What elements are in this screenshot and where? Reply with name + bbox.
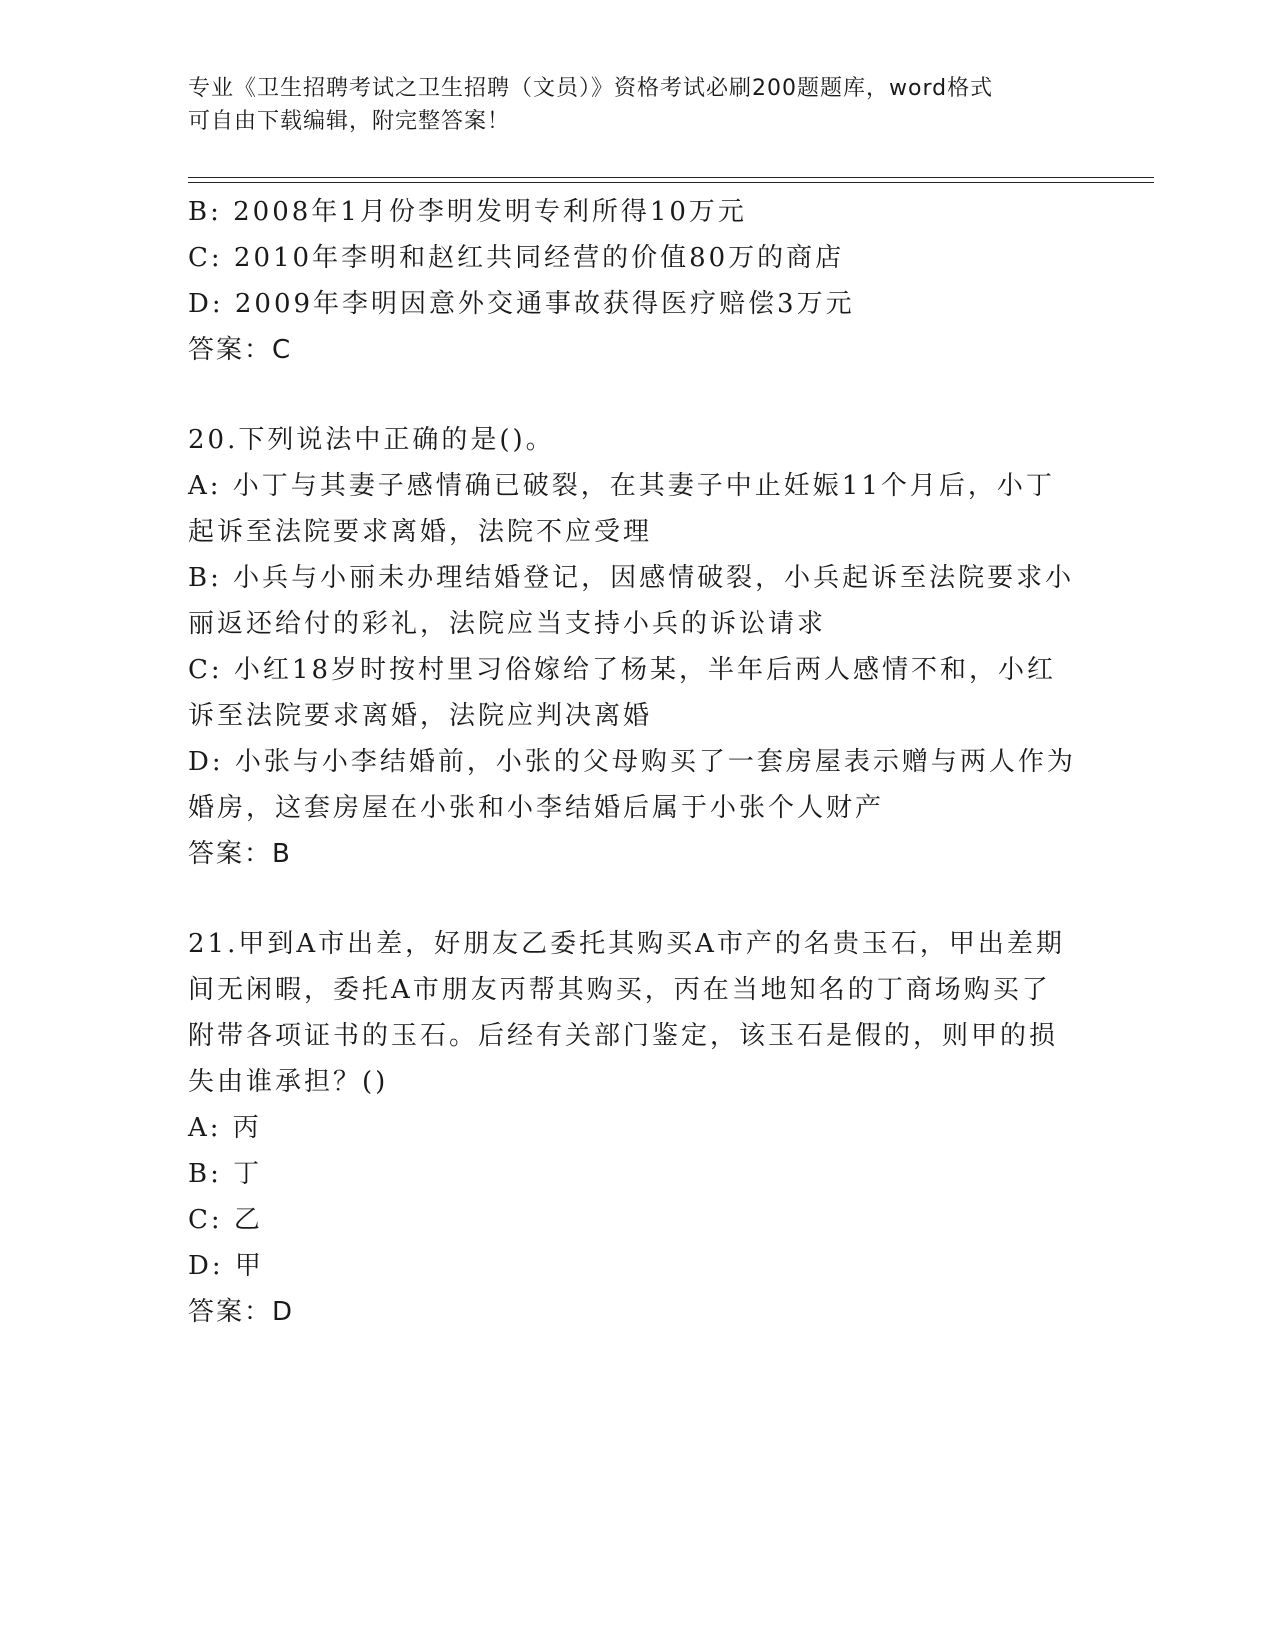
q21-question-line-3: 附带各项证书的玉石。后经有关部门鉴定，该玉石是假的，则甲的损: [188, 1021, 1059, 1051]
question-20: [188, 417, 1088, 877]
q21-option-d: D: 甲: [188, 1251, 264, 1281]
q20-option-a-line-1: A: 小丁与其妻子感情确已破裂，在其妻子中止妊娠11个月后，小丁: [188, 471, 1055, 501]
header-divider-top: [188, 177, 1154, 178]
spacer: [188, 373, 1088, 417]
q21-answer: 答案：D: [188, 1297, 295, 1327]
question-21: [188, 921, 1088, 1335]
q20-answer: 答案：B: [188, 839, 292, 869]
q21-option-b: B: 丁: [188, 1159, 263, 1189]
q21-question-line-1: 21.甲到A市出差，好朋友乙委托其购买A市产的名贵玉石，甲出差期: [188, 929, 1065, 959]
document-header: [188, 72, 1068, 138]
q19-option-c: C: 2010年李明和赵红共同经营的价值80万的商店: [188, 243, 845, 273]
q20-option-c-line-1: C: 小红18岁时按村里习俗嫁给了杨某，半年后两人感情不和，小红: [188, 655, 1057, 685]
q20-option-d-line-1: D: 小张与小李结婚前，小张的父母购买了一套房屋表示赠与两人作为: [188, 747, 1076, 777]
q20-option-d-line-2: 婚房，这套房屋在小张和小李结婚后属于小张个人财产: [188, 793, 885, 823]
q21-option-a: A: 丙: [188, 1113, 262, 1143]
q20-option-b-line-2: 丽返还给付的彩礼，法院应当支持小兵的诉讼请求: [188, 609, 827, 639]
q19-option-d: D: 2009年李明因意外交通事故获得医疗赔偿3万元: [188, 289, 855, 319]
q19-answer: 答案：C: [188, 335, 293, 365]
q20-question: 20.下列说法中正确的是()。: [188, 425, 555, 455]
q19-option-b: B: 2008年1月份李明发明专利所得10万元: [188, 197, 747, 227]
question-19-continued: [188, 189, 1088, 373]
q21-question-line-4: 失由谁承担？(): [188, 1067, 389, 1097]
document-body: [188, 189, 1088, 1335]
spacer: [188, 877, 1088, 921]
q21-option-c: C: 乙: [188, 1205, 263, 1235]
header-line-2: 可自由下载编辑，附完整答案！: [188, 109, 511, 134]
header-divider-bottom: [188, 182, 1154, 183]
q21-question-line-2: 间无闲暇，委托A市朋友丙帮其购买，丙在当地知名的丁商场购买了: [188, 975, 1051, 1005]
q20-option-a-line-2: 起诉至法院要求离婚，法院不应受理: [188, 517, 653, 547]
q20-option-b-line-1: B: 小兵与小丽未办理结婚登记，因感情破裂，小兵起诉至法院要求小: [188, 563, 1075, 593]
q20-option-c-line-2: 诉至法院要求离婚，法院应判决离婚: [188, 701, 653, 731]
header-line-1: 专业《卫生招聘考试之卫生招聘（文员）》资格考试必刷200题题库，word格式: [188, 76, 994, 101]
